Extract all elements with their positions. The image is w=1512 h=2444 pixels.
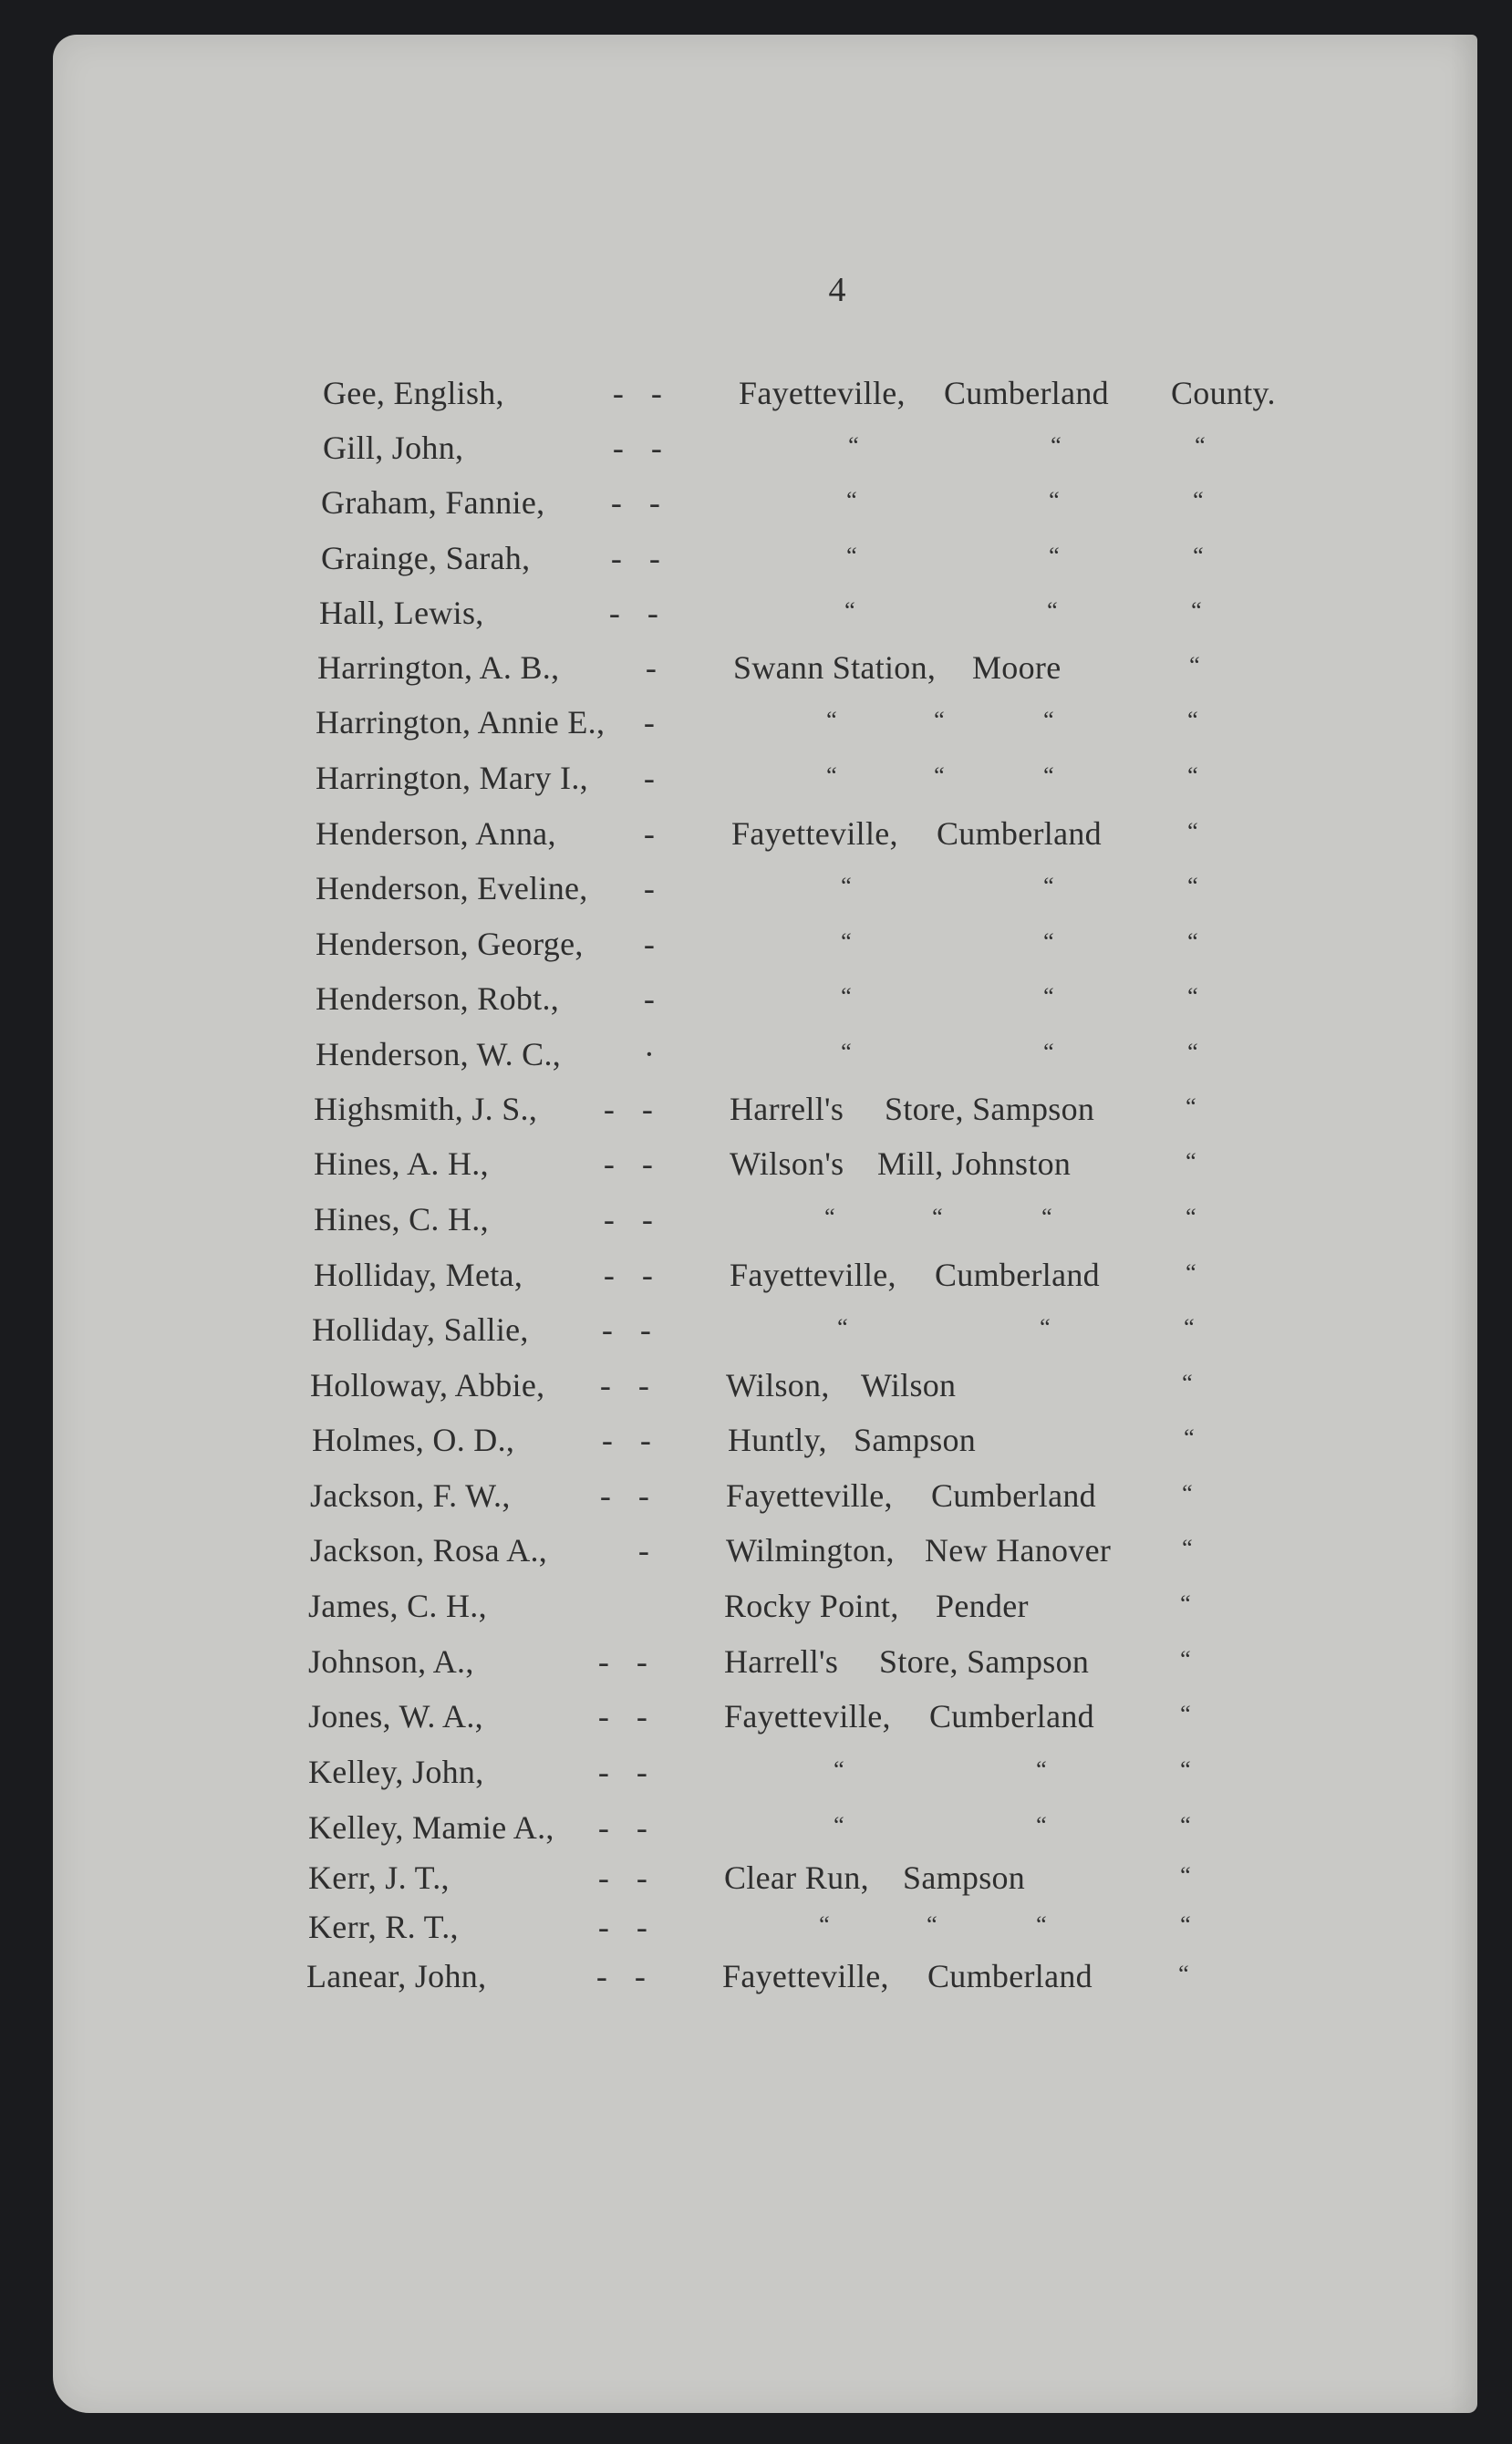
ditto-mark: “ bbox=[1047, 597, 1058, 624]
list-item bbox=[53, 374, 1477, 419]
ditto-mark: “ bbox=[1182, 1480, 1193, 1507]
leader-dash: - bbox=[648, 540, 661, 576]
entry-suffix: County. bbox=[1171, 375, 1276, 411]
leader-dash: - bbox=[637, 1367, 650, 1403]
leader-dash: - bbox=[643, 926, 656, 962]
leader-dash: - bbox=[599, 1477, 612, 1514]
ditto-mark: “ bbox=[1180, 1911, 1191, 1938]
leader-dash: - bbox=[603, 1201, 616, 1238]
ditto-mark: “ bbox=[1180, 1701, 1191, 1727]
list-item bbox=[53, 594, 1477, 639]
ditto-mark: “ bbox=[1043, 928, 1054, 955]
ditto-mark: “ bbox=[1193, 487, 1204, 513]
leader-dash: - bbox=[603, 1091, 616, 1127]
entry-name: Hines, A. H., bbox=[314, 1145, 489, 1182]
list-item bbox=[53, 1908, 1477, 1953]
list-item bbox=[53, 1090, 1477, 1135]
ditto-mark: “ bbox=[844, 597, 855, 624]
list-item bbox=[53, 1476, 1477, 1522]
leader-dash: - bbox=[636, 1643, 648, 1680]
list-item bbox=[53, 1366, 1477, 1412]
ditto-mark: “ bbox=[1178, 1961, 1189, 1987]
ditto-mark: “ bbox=[834, 1812, 844, 1838]
entry-name: Hall, Lewis, bbox=[319, 595, 484, 631]
leader-dash: - bbox=[612, 375, 625, 411]
entry-town: Fayetteville, bbox=[730, 1257, 896, 1293]
entry-county: Cumberland bbox=[935, 1257, 1100, 1293]
list-item bbox=[53, 1035, 1477, 1081]
list-item bbox=[53, 1859, 1477, 1904]
ditto-mark: “ bbox=[1036, 1911, 1047, 1938]
entry-name: Henderson, Eveline, bbox=[316, 870, 588, 906]
leader-dash: - bbox=[597, 1859, 610, 1896]
ditto-mark: “ bbox=[834, 1756, 844, 1783]
ditto-mark: “ bbox=[1040, 1314, 1051, 1341]
leader-dash: - bbox=[639, 1422, 652, 1458]
leader-dash: - bbox=[634, 1958, 647, 1994]
ditto-mark: “ bbox=[1191, 597, 1202, 624]
ditto-mark: “ bbox=[1187, 873, 1198, 899]
leader-dash: - bbox=[641, 1091, 654, 1127]
ditto-mark: “ bbox=[1180, 1756, 1191, 1783]
leader-dash: - bbox=[637, 1477, 650, 1514]
list-item bbox=[53, 1808, 1477, 1854]
ditto-mark: “ bbox=[837, 1314, 848, 1341]
leader-dash: - bbox=[608, 595, 621, 631]
ditto-mark: “ bbox=[1193, 543, 1204, 569]
leader-dash: - bbox=[643, 760, 656, 796]
entry-name: Henderson, W. C., bbox=[316, 1036, 562, 1072]
leader-dash: - bbox=[639, 1311, 652, 1348]
list-item bbox=[53, 429, 1477, 474]
leader-dash: - bbox=[648, 484, 661, 521]
ditto-mark: “ bbox=[841, 1039, 852, 1065]
ditto-mark: “ bbox=[1187, 928, 1198, 955]
ditto-mark: “ bbox=[841, 928, 852, 955]
list-item bbox=[53, 648, 1477, 694]
ditto-mark: “ bbox=[1189, 652, 1200, 678]
ditto-mark: “ bbox=[841, 983, 852, 1010]
ditto-mark: “ bbox=[826, 707, 837, 733]
entry-town: Clear Run, bbox=[724, 1859, 869, 1896]
entry-county: Wilson bbox=[861, 1367, 957, 1403]
list-item bbox=[53, 814, 1477, 860]
ditto-mark: “ bbox=[1182, 1535, 1193, 1561]
leader-dash: - bbox=[641, 1201, 654, 1238]
leader-dash: - bbox=[601, 1422, 614, 1458]
entry-county: New Hanover bbox=[925, 1532, 1112, 1569]
leader-dash: - bbox=[610, 484, 623, 521]
entry-name: Holloway, Abbie, bbox=[310, 1367, 545, 1403]
ditto-mark: “ bbox=[1187, 818, 1198, 844]
entry-town: Rocky Point, bbox=[724, 1588, 899, 1624]
entry-county: Cumberland bbox=[931, 1477, 1096, 1514]
entry-county: Store, Sampson bbox=[885, 1091, 1095, 1127]
entry-name: Harrington, Annie E., bbox=[316, 704, 606, 740]
ditto-mark: “ bbox=[934, 707, 945, 733]
entry-town: Swann Station, bbox=[733, 649, 937, 686]
entry-town: Fayetteville, bbox=[731, 815, 898, 852]
entry-name: Henderson, George, bbox=[316, 926, 584, 962]
leader-dash: - bbox=[636, 1754, 648, 1790]
ditto-mark: “ bbox=[1184, 1314, 1195, 1341]
ditto-mark: “ bbox=[1043, 983, 1054, 1010]
list-item bbox=[53, 1587, 1477, 1632]
ditto-mark: “ bbox=[1043, 1039, 1054, 1065]
entry-name: Holliday, Meta, bbox=[314, 1257, 523, 1293]
entry-name: Harrington, A. B., bbox=[317, 649, 560, 686]
document-page bbox=[53, 35, 1477, 2413]
entry-name: Kerr, J. T., bbox=[308, 1859, 450, 1896]
ditto-mark: “ bbox=[1187, 983, 1198, 1010]
ditto-mark: “ bbox=[1041, 1204, 1052, 1230]
ditto-mark: “ bbox=[1187, 762, 1198, 789]
entry-town: Fayetteville, bbox=[726, 1477, 893, 1514]
entry-county: Mill, Johnston bbox=[877, 1145, 1072, 1182]
leader-dash: - bbox=[647, 595, 659, 631]
entry-county: Pender bbox=[936, 1588, 1029, 1624]
leader-dash: - bbox=[597, 1643, 610, 1680]
ditto-mark: “ bbox=[846, 543, 857, 569]
entry-name: Johnson, A., bbox=[308, 1643, 474, 1680]
leader-dash: · bbox=[643, 1036, 656, 1072]
leader-dash: - bbox=[597, 1754, 610, 1790]
entry-town: Fayetteville, bbox=[722, 1958, 889, 1994]
entry-county: Cumberland bbox=[929, 1698, 1094, 1735]
list-item bbox=[53, 759, 1477, 804]
list-item bbox=[53, 869, 1477, 915]
entry-name: Holmes, O. D., bbox=[312, 1422, 515, 1458]
list-item bbox=[53, 1421, 1477, 1466]
entry-town: Huntly, bbox=[728, 1422, 827, 1458]
entry-name: Grainge, Sarah, bbox=[321, 540, 531, 576]
leader-dash: - bbox=[597, 1809, 610, 1846]
entry-name: Highsmith, J. S., bbox=[314, 1091, 538, 1127]
leader-dash: - bbox=[637, 1532, 650, 1569]
entry-name: Gee, English, bbox=[323, 375, 504, 411]
entry-name: Harrington, Mary I., bbox=[316, 760, 588, 796]
list-item bbox=[53, 539, 1477, 585]
page-number: 4 bbox=[828, 271, 846, 309]
list-item bbox=[53, 703, 1477, 749]
entry-name: Hines, C. H., bbox=[314, 1201, 489, 1238]
entry-town: Harrell's bbox=[730, 1091, 844, 1127]
leader-dash: - bbox=[597, 1909, 610, 1945]
leader-dash: - bbox=[603, 1145, 616, 1182]
list-item bbox=[53, 1144, 1477, 1190]
list-item bbox=[53, 979, 1477, 1025]
list-item bbox=[53, 1531, 1477, 1577]
ditto-mark: “ bbox=[934, 762, 945, 789]
entry-town: Wilson's bbox=[730, 1145, 844, 1182]
entry-town: Harrell's bbox=[724, 1643, 839, 1680]
leader-dash: - bbox=[650, 375, 663, 411]
ditto-mark: “ bbox=[932, 1204, 943, 1230]
leader-dash: - bbox=[643, 980, 656, 1017]
ditto-mark: “ bbox=[841, 873, 852, 899]
ditto-mark: “ bbox=[1043, 707, 1054, 733]
list-item bbox=[53, 1957, 1477, 2003]
leader-dash: - bbox=[595, 1958, 608, 1994]
leader-dash: - bbox=[643, 870, 656, 906]
list-item bbox=[53, 1642, 1477, 1688]
ditto-mark: “ bbox=[1187, 707, 1198, 733]
entry-county: Cumberland bbox=[944, 375, 1109, 411]
ditto-mark: “ bbox=[1180, 1590, 1191, 1617]
entry-county: Cumberland bbox=[937, 815, 1102, 852]
entry-town: Wilson, bbox=[726, 1367, 830, 1403]
leader-dash: - bbox=[636, 1909, 648, 1945]
leader-dash: - bbox=[599, 1367, 612, 1403]
ditto-mark: “ bbox=[826, 762, 837, 789]
list-item bbox=[53, 1200, 1477, 1246]
leader-dash: - bbox=[650, 430, 663, 466]
ditto-mark: “ bbox=[927, 1911, 937, 1938]
ditto-mark: “ bbox=[1184, 1424, 1195, 1451]
leader-dash: - bbox=[612, 430, 625, 466]
ditto-mark: “ bbox=[1180, 1812, 1191, 1838]
entry-name: Kelley, Mamie A., bbox=[308, 1809, 554, 1846]
list-item bbox=[53, 1310, 1477, 1356]
leader-dash: - bbox=[641, 1145, 654, 1182]
ditto-mark: “ bbox=[846, 487, 857, 513]
list-item bbox=[53, 925, 1477, 970]
leader-dash: - bbox=[641, 1257, 654, 1293]
leader-dash: - bbox=[636, 1859, 648, 1896]
ditto-mark: “ bbox=[1180, 1646, 1191, 1672]
entry-county: Sampson bbox=[903, 1859, 1026, 1896]
entry-name: Lanear, John, bbox=[306, 1958, 487, 1994]
ditto-mark: “ bbox=[1195, 432, 1206, 459]
ditto-mark: “ bbox=[1180, 1862, 1191, 1889]
ditto-mark: “ bbox=[1186, 1148, 1196, 1175]
leader-dash: - bbox=[603, 1257, 616, 1293]
entry-town: Fayetteville, bbox=[739, 375, 906, 411]
leader-dash: - bbox=[645, 649, 658, 686]
entry-name: Graham, Fannie, bbox=[321, 484, 545, 521]
ditto-mark: “ bbox=[1049, 487, 1060, 513]
ditto-mark: “ bbox=[1043, 762, 1054, 789]
entry-town: Wilmington, bbox=[726, 1532, 895, 1569]
entry-name: Kerr, R. T., bbox=[308, 1909, 459, 1945]
entry-name: Jackson, F. W., bbox=[310, 1477, 511, 1514]
list-item bbox=[53, 1753, 1477, 1798]
ditto-mark: “ bbox=[819, 1911, 830, 1938]
ditto-mark: “ bbox=[1036, 1756, 1047, 1783]
entry-name: Jackson, Rosa A., bbox=[310, 1532, 548, 1569]
leader-dash: - bbox=[601, 1311, 614, 1348]
list-item bbox=[53, 483, 1477, 529]
ditto-mark: “ bbox=[848, 432, 859, 459]
ditto-mark: “ bbox=[1051, 432, 1062, 459]
entry-name: Henderson, Robt., bbox=[316, 980, 560, 1017]
ditto-mark: “ bbox=[1186, 1093, 1196, 1120]
ditto-mark: “ bbox=[1186, 1204, 1196, 1230]
entry-town: Fayetteville, bbox=[724, 1698, 891, 1735]
ditto-mark: “ bbox=[1187, 1039, 1198, 1065]
leader-dash: - bbox=[597, 1698, 610, 1735]
entry-county: Cumberland bbox=[927, 1958, 1093, 1994]
ditto-mark: “ bbox=[1182, 1370, 1193, 1396]
entry-county: Sampson bbox=[854, 1422, 977, 1458]
entry-name: Kelley, John, bbox=[308, 1754, 484, 1790]
list-item bbox=[53, 1256, 1477, 1301]
entry-county: Store, Sampson bbox=[879, 1643, 1090, 1680]
ditto-mark: “ bbox=[1036, 1812, 1047, 1838]
ditto-mark: “ bbox=[1049, 543, 1060, 569]
entry-name: Gill, John, bbox=[323, 430, 464, 466]
leader-dash: - bbox=[636, 1809, 648, 1846]
entry-name: Holliday, Sallie, bbox=[312, 1311, 529, 1348]
entry-county: Moore bbox=[972, 649, 1062, 686]
leader-dash: - bbox=[636, 1698, 648, 1735]
entry-name: Jones, W. A., bbox=[308, 1698, 483, 1735]
ditto-mark: “ bbox=[1043, 873, 1054, 899]
entry-name: Henderson, Anna, bbox=[316, 815, 556, 852]
leader-dash: - bbox=[643, 815, 656, 852]
leader-dash: - bbox=[610, 540, 623, 576]
list-item bbox=[53, 1697, 1477, 1743]
ditto-mark: “ bbox=[824, 1204, 835, 1230]
ditto-mark: “ bbox=[1186, 1259, 1196, 1286]
entry-name: James, C. H., bbox=[308, 1588, 487, 1624]
leader-dash: - bbox=[643, 704, 656, 740]
